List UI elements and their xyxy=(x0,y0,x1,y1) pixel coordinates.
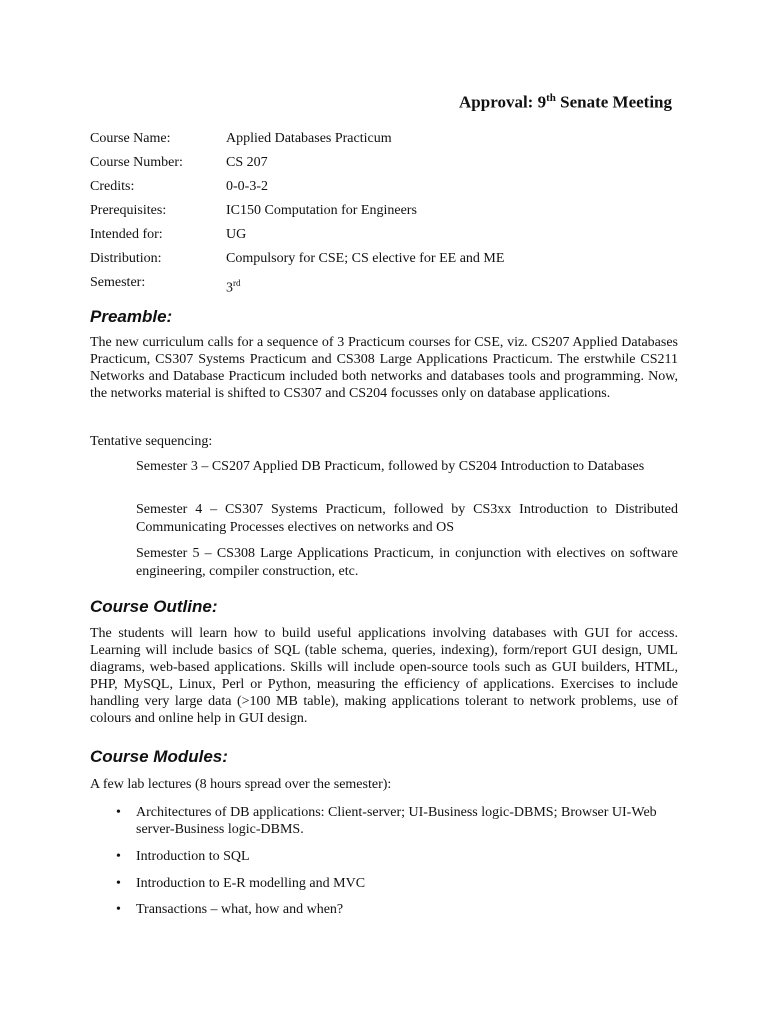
course-name-label: Course Name: xyxy=(90,131,171,146)
credits-value: 0-0-3-2 xyxy=(226,179,268,194)
intended-for-value: UG xyxy=(226,227,247,242)
list-item-text: Architectures of DB applications: Client-server; UI-Business logic-DBMS; Browser UI-Web server-Business logic-DBMS. xyxy=(136,805,657,837)
list-item-text: Transactions – what, how and when? xyxy=(136,902,344,917)
bullet-icon: • xyxy=(116,902,121,917)
approval-heading: Approval: 9th Senate Meeting xyxy=(459,92,672,112)
credits-label: Credits: xyxy=(90,179,135,194)
preamble-heading: Preamble: xyxy=(90,307,173,326)
distribution-label: Distribution: xyxy=(90,251,162,266)
semester-value: 3rd xyxy=(226,278,241,296)
sequencing-item: Semester 3 – CS207 Applied DB Practicum, followed by CS204 Introduction to Databases xyxy=(136,459,645,474)
course-outline-paragraph: The students will learn how to build useful applications involving databases with GUI for access. Learning will include basics of SQL (table schema, queries, indexing), form/report GUI design, UML diagrams, web-based applications. Skills will include open-source tools such as GUI builders, HTML, PHP, MySQL, Linux, Perl or Python, measuring the efficiency of applications. Exercises to include handling very large data (>100 MB table), making applications tolerant to network problems, use of colours and online help in GUI design. xyxy=(90,626,678,726)
course-modules-heading: Course Modules: xyxy=(90,747,228,766)
prerequisites-value: IC150 Computation for Engineers xyxy=(226,203,417,218)
bullet-icon: • xyxy=(116,805,121,820)
bullet-icon: • xyxy=(116,849,121,864)
sequencing-item: Semester 4 – CS307 Systems Practicum, followed by CS3xx Introduction to Distributed Communicating Processes electives on networks and OS xyxy=(136,502,678,535)
preamble-paragraph: The new curriculum calls for a sequence of 3 Practicum courses for CSE, viz. CS207 Applied Databases Practicum, CS307 Systems Practicum and CS308 Large Applications Practicum. The erstwhile CS211 Networks and Database Practicum included both networks and databases tools and programming. Now, the networks material is shifted to CS307 and CS204 focusses only on database applications. xyxy=(90,335,678,401)
sequencing-item: Semester 5 – CS308 Large Applications Practicum, in conjunction with electives on software engineering, compiler construction, etc. xyxy=(136,546,678,579)
prerequisites-label: Prerequisites: xyxy=(90,203,167,218)
course-number-value: CS 207 xyxy=(226,155,268,170)
course-name-value: Applied Databases Practicum xyxy=(226,131,392,146)
list-item-text: Introduction to SQL xyxy=(136,849,250,864)
intended-for-label: Intended for: xyxy=(90,227,163,242)
bullet-icon: • xyxy=(116,876,121,891)
semester-label: Semester: xyxy=(90,275,146,290)
course-modules-intro: A few lab lectures (8 hours spread over the semester): xyxy=(90,777,392,792)
distribution-value: Compulsory for CSE; CS elective for EE and ME xyxy=(226,251,505,266)
sequencing-label: Tentative sequencing: xyxy=(90,434,213,449)
course-outline-heading: Course Outline: xyxy=(90,597,218,616)
list-item-text: Introduction to E-R modelling and MVC xyxy=(136,876,366,891)
course-number-label: Course Number: xyxy=(90,155,183,170)
